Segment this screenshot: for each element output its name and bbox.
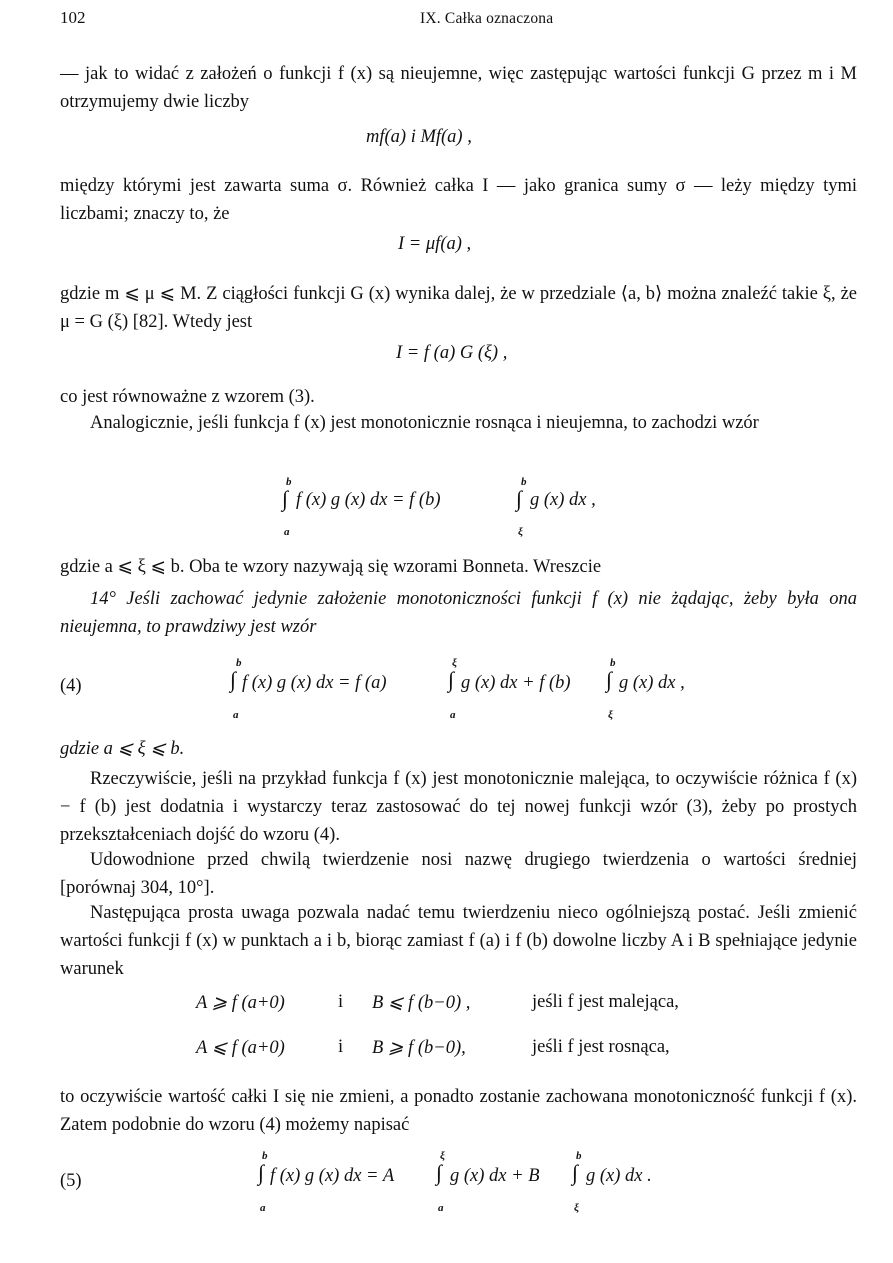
integral-lower-limit: ξ [608, 709, 613, 721]
condition-A: A ⩽ f (a+0) [196, 1038, 285, 1058]
paragraph-2: między którymi jest zawarta suma σ. Również całka I — jako granica sumy σ — leży między tymi liczbami; znaczy to, że [60, 176, 857, 224]
paragraph-11: Następująca prosta uwaga pozwala nadać temu twierdzeniu nieco ogólniejszą postać. Jeśli zmienić wartości funkcji f (x) w punktach a i b, biorąc zamiast f (a) i f (b) dowolne liczby A i B spełniające jedynie warunek [60, 903, 857, 979]
condition-and: i [338, 992, 344, 1012]
integral-lower-limit: a [450, 709, 456, 721]
condition-B: B ⩾ f (b−0), [372, 1038, 466, 1058]
equation-I-mu: I = μf(a) , [398, 234, 472, 254]
integral-sign: ∫ [448, 667, 455, 692]
integral-sign: ∫ [572, 1160, 579, 1185]
integral-upper-limit: b [576, 1150, 582, 1162]
equation-5 [256, 1150, 696, 1218]
integral-upper-limit: ξ [440, 1150, 445, 1162]
integral-upper-limit: ξ [452, 657, 457, 669]
eq5-term-2: g (x) dx + B [450, 1166, 540, 1186]
equation-4 [228, 657, 708, 725]
equation-mf-Mf: mf(a) i Mf(a) , [366, 127, 472, 147]
paragraph-9: Rzeczywiście, jeśli na przykład funkcja f (x) jest monotonicznie malejąca, to oczywiście różnica f (x) − f (b) jest dodatnia i wystarczy teraz zastosować do tej nowej funkcji wzór (3), żeby po prostych przekształceniach dojść do wzoru (4). [60, 769, 857, 845]
eq5-term-3: g (x) dx . [586, 1166, 652, 1186]
eq4-term-3: g (x) dx , [619, 673, 685, 693]
eq4-term-1: f (x) g (x) dx = f (a) [242, 673, 387, 693]
page-header [60, 8, 855, 32]
integral-upper-limit: b [286, 476, 292, 488]
eq5-term-1: f (x) g (x) dx = A [270, 1166, 395, 1186]
condition-row-increasing [196, 1037, 756, 1063]
page-number: 102 [60, 8, 86, 27]
integral-sign: ∫ [436, 1160, 443, 1185]
equation-5-label: (5) [60, 1171, 82, 1191]
integral-sign: ∫ [258, 1160, 265, 1185]
integral-upper-limit: b [610, 657, 616, 669]
condition-note: jeśli f jest malejąca, [532, 992, 679, 1012]
integral-lower-limit: ξ [518, 526, 523, 538]
integral-lower-limit: a [260, 1202, 266, 1214]
paragraph-3: gdzie m ⩽ μ ⩽ M. Z ciągłości funkcji G (x) wynika dalej, że w przedziale ⟨a, b⟩ można znaleźć takie ξ, że μ = G (ξ) [82]. Wtedy jest [60, 284, 857, 332]
equation-bonnet [280, 476, 640, 542]
integral-upper-limit: b [262, 1150, 268, 1162]
paragraph-5: Analogicznie, jeśli funkcja f (x) jest monotonicznie rosnąca i nieujemna, to zachodzi wzór [90, 413, 759, 433]
integral-lower-limit: a [438, 1202, 444, 1214]
condition-B: B ⩽ f (b−0) , [372, 993, 471, 1013]
eq4-term-2: g (x) dx + f (b) [461, 673, 571, 693]
paragraph-7-theorem-14: 14° Jeśli zachować jedynie założenie monotoniczności funkcji f (x) nie żądając, żeby była ona nieujemna, to prawdziwy jest wzór [60, 589, 857, 637]
paragraph-10: Udowodnione przed chwilą twierdzenie nosi nazwę drugiego twierdzenia o wartości średniej [porównaj 304, 10°]. [60, 850, 857, 898]
bonnet-lhs: f (x) g (x) dx = f (b) [296, 490, 441, 510]
running-head: IX. Całka oznaczona [420, 10, 554, 27]
paragraph-4: co jest równoważne z wzorem (3). [60, 387, 315, 407]
equation-4-label: (4) [60, 676, 82, 696]
integral-upper-limit: b [236, 657, 242, 669]
integral-sign: ∫ [516, 486, 523, 511]
integral-sign: ∫ [282, 486, 289, 511]
bonnet-rhs: g (x) dx , [530, 490, 596, 510]
integral-sign: ∫ [606, 667, 613, 692]
integral-upper-limit: b [521, 476, 527, 488]
equation-I-fG: I = f (a) G (ξ) , [396, 343, 508, 363]
integral-sign: ∫ [230, 667, 237, 692]
paragraph-1: — jak to widać z założeń o funkcji f (x) są nieujemne, więc zastępując wartości funkcji G przez m i M otrzymujemy dwie liczby [60, 64, 857, 112]
condition-and: i [338, 1037, 344, 1057]
condition-note: jeśli f jest rosnąca, [532, 1037, 670, 1057]
paragraph-6: gdzie a ⩽ ξ ⩽ b. Oba te wzory nazywają się wzorami Bonneta. Wreszcie [60, 557, 602, 577]
paragraph-12: to oczywiście wartość całki I się nie zmieni, a ponadto zostanie zachowana monotoniczność funkcji f (x). Zatem podobnie do wzoru (4) możemy napisać [60, 1087, 857, 1135]
condition-row-decreasing [196, 992, 756, 1018]
paragraph-8: gdzie a ⩽ ξ ⩽ b. [60, 739, 185, 759]
condition-A: A ⩾ f (a+0) [196, 993, 285, 1013]
integral-lower-limit: a [284, 526, 290, 538]
integral-lower-limit: ξ [574, 1202, 579, 1214]
integral-lower-limit: a [233, 709, 239, 721]
